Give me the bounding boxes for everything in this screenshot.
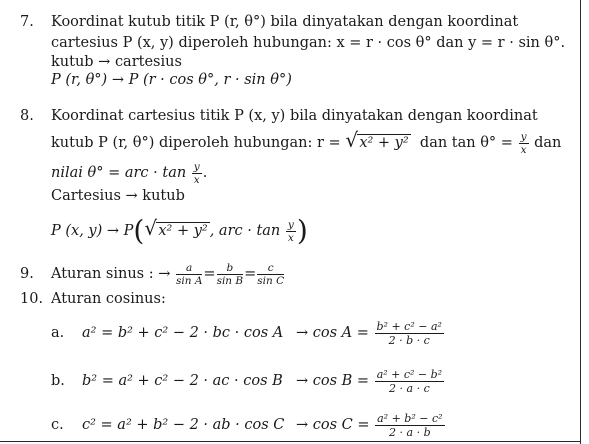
item-8-line-5-a: P (x, y) → P [51, 223, 134, 239]
open-paren: ( [133, 214, 145, 247]
cosine-row-formula: c² = a² + b² − 2 · ab · cos C [82, 417, 285, 433]
equals-sign: = [244, 266, 257, 282]
item-8-text-5 [51, 216, 308, 246]
fraction-a-over-sin-a [176, 262, 202, 287]
fraction-y-over-x [519, 131, 529, 156]
fraction-y-over-x [286, 219, 296, 244]
fraction-denominator: x [193, 173, 200, 186]
cosine-fraction [375, 412, 444, 439]
cosine-rule-label: Aturan cosinus: [51, 291, 166, 307]
item-7-text-4: P (r, θ°) → P (r · cos θ°, r · sin θ°) [51, 72, 292, 88]
sqrt-body: x² + y² [359, 135, 409, 151]
fraction-b-over-sin-b [217, 262, 244, 287]
item-8-text-2 [51, 130, 561, 156]
cosine-row-arrow: → cos A = [296, 325, 369, 341]
cosine-row-arrow: → cos B = [296, 373, 370, 389]
fraction-denominator: x [287, 231, 294, 244]
cosine-row-letter: c. [51, 417, 64, 433]
sqrt-body: x² + y² [158, 223, 208, 239]
cosine-row-result [296, 410, 446, 440]
fraction-denominator: sin C [257, 274, 285, 287]
fraction-numerator: b² + c² − a² [376, 319, 442, 333]
cosine-row-formula: a² = b² + c² − 2 · bc · cos A [82, 325, 284, 341]
item-10-number: 10. [20, 291, 44, 307]
cosine-row-letter: b. [51, 373, 65, 389]
cosine-row-result [296, 366, 445, 396]
item-8-line-2-b: dan tan θ° = [419, 135, 513, 151]
radical-sign: √ [144, 216, 158, 240]
fraction-numerator: y [520, 130, 527, 143]
cosine-row-letter: a. [51, 325, 65, 341]
page-border-right [580, 0, 581, 444]
item-8-line-3-a: nilai θ° = arc · tan [51, 165, 187, 181]
item-8-line-5-b: , arc · tan [209, 223, 281, 239]
fraction-c-over-sin-c [257, 262, 284, 287]
fraction-numerator: a² + c² − b² [376, 367, 443, 381]
fraction-denominator: 2 · a · b [389, 425, 431, 439]
fraction-numerator: c [257, 262, 284, 275]
fraction-numerator: b [217, 262, 244, 275]
cosine-fraction [375, 320, 444, 347]
sine-rule-label: Aturan sinus : → [51, 266, 171, 282]
item-9-text [51, 260, 285, 288]
fraction-denominator: 2 · b · c [388, 333, 430, 347]
fraction-denominator: sin B [216, 274, 244, 287]
item-8-line-2-c: dan [534, 135, 562, 151]
item-8-text-1: Koordinat cartesius titik P (x, y) bila dinyatakan dengan koordinat [51, 108, 538, 124]
cosine-row-formula: b² = a² + c² − 2 · ac · cos B [82, 373, 283, 389]
fraction-numerator: y [193, 160, 200, 173]
fraction-y-over-x [192, 161, 202, 186]
item-7-text-3: kutub → cartesius [51, 54, 182, 70]
equals-sign: = [203, 266, 216, 282]
fraction-numerator: y [287, 218, 294, 231]
item-9-number: 9. [20, 266, 34, 282]
item-8-number: 8. [20, 108, 34, 124]
item-8-text-4: Cartesius → kutub [51, 188, 185, 204]
fraction-denominator: x [520, 143, 527, 156]
item-7-number: 7. [20, 14, 34, 30]
cosine-row-result [296, 318, 445, 348]
close-paren: ) [296, 214, 308, 247]
fraction-denominator: sin A [175, 274, 203, 287]
cosine-fraction [375, 368, 444, 395]
item-8-line-3-b: . [202, 165, 208, 181]
cosine-row-arrow: → cos C = [296, 417, 370, 433]
item-7-text-2: cartesius P (x, y) diperoleh hubungan: x = r · cos θ° dan y = r · sin θ°. [51, 35, 566, 51]
item-8-text-3 [51, 160, 207, 186]
radical-sign: √ [345, 128, 359, 152]
item-8-line-2-a: kutub P (r, θ°) diperoleh hubungan: r = [51, 135, 341, 151]
page-border-bottom [0, 441, 581, 442]
fraction-denominator: 2 · a · c [389, 381, 430, 395]
fraction-numerator: a [176, 262, 202, 275]
sqrt-expression [144, 216, 209, 246]
item-7-text-1: Koordinat kutub titik P (r, θ°) bila dinyatakan dengan koordinat [51, 14, 519, 30]
sqrt-expression [345, 130, 410, 156]
fraction-numerator: a² + b² − c² [377, 411, 443, 425]
